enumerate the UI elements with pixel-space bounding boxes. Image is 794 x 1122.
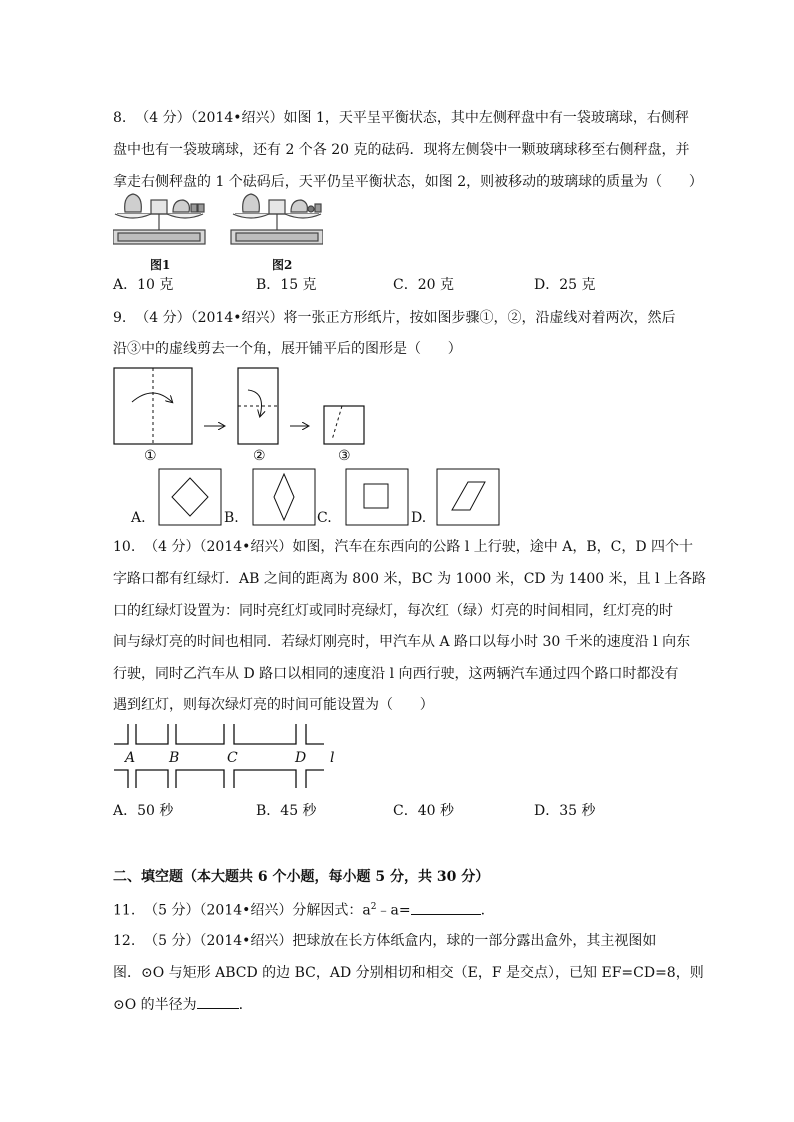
section-2-heading: 二、填空题（本大题共 6 个小题，每小题 5 分，共 30 分）: [113, 869, 490, 885]
step-1-label: ①: [144, 448, 157, 464]
road-label-d: D: [295, 750, 307, 766]
q9-option-d-label[interactable]: D.: [411, 510, 427, 526]
q10-line-2: 字路口都有红绿灯．AB 之间的距离为 800 米，BC 为 1000 米，CD 为 1400 米，且 l 上各路: [113, 571, 707, 587]
road-label-b: B: [169, 750, 180, 766]
q9-line-1: 9. （4 分）（2014•绍兴）将一张正方形纸片，按如图步骤①，②，沿虚线对着两次，然后: [113, 310, 676, 326]
q10-line-5: 行驶，同时乙汽车从 D 路口以相同的速度沿 l 向西行驶，这两辆汽车通过四个路口时都没有: [113, 666, 679, 682]
road-label-l: l: [330, 750, 335, 766]
q8-option-b[interactable]: B．15 克: [256, 277, 317, 293]
q10-option-b[interactable]: B．45 秒: [256, 803, 317, 819]
q12-line-2: 图．⊙O 与矩形 ABCD 的边 BC，AD 分别相切和相交（E，F 是交点），已知 EF=CD=8，则: [113, 965, 704, 981]
q9-option-a-figure[interactable]: [158, 468, 222, 526]
q12-answer-blank[interactable]: [197, 994, 239, 1009]
step-1-square: [114, 368, 192, 444]
q11-prefix: 11. （5 分）（2014•绍兴）分解因式：a: [113, 902, 371, 919]
q8-option-a[interactable]: A．10 克: [113, 277, 174, 293]
q9-option-b-label[interactable]: B.: [224, 510, 239, 526]
q8-option-c[interactable]: C．20 克: [393, 277, 454, 293]
step-3-label: ③: [338, 448, 351, 464]
q9-option-d-figure[interactable]: [436, 468, 500, 526]
q11-exponent: 2: [370, 902, 377, 912]
q10-line-3: 口的红绿灯设置为：同时亮红灯或同时亮绿灯，每次红（绿）灯亮的时间相同，红灯亮的时: [113, 603, 673, 619]
step-2-label: ②: [253, 448, 266, 464]
step-2-rectangle: [238, 368, 278, 444]
balance-figure-1: [113, 194, 205, 244]
q10-option-c[interactable]: C．40 秒: [393, 803, 454, 819]
fig1-label: 图1: [150, 258, 171, 272]
q10-line-4: 间与绿灯亮的时间也相同．若绿灯刚亮时，甲汽车从 A 路口以每小时 30 千米的速度沿 l 向东: [113, 634, 691, 650]
q12-line-3: [113, 994, 243, 1015]
q9-option-a-label[interactable]: A.: [131, 510, 146, 526]
q8-line-1: 8. （4 分）（2014•绍兴）如图 1，天平呈平衡状态，其中左侧秤盘中有一袋玻璃球，右侧秤: [113, 110, 689, 126]
q9-line-2: 沿③中的虚线剪去一个角，展开铺平后的图形是（ ）: [113, 341, 462, 357]
road-label-c: C: [227, 750, 238, 766]
fig2-label: 图2: [272, 258, 293, 272]
q8-line-3: 拿走右侧秤盘的 1 个砝码后，天平仍呈平衡状态，如图 2，则被移动的玻璃球的质量为（ ）: [113, 174, 703, 190]
q12-line-3-end: .: [238, 997, 244, 1013]
q10-option-a[interactable]: A．50 秒: [113, 803, 174, 819]
q9-option-c-figure[interactable]: [345, 468, 409, 526]
balance-figures: [113, 190, 323, 252]
q9-option-c-label[interactable]: C.: [317, 510, 332, 526]
q8-option-d[interactable]: D．25 克: [534, 277, 596, 293]
road-label-a: A: [125, 750, 136, 766]
balance-figure-2: [231, 194, 323, 244]
q12-line-3-prefix: ⊙O 的半径为: [113, 997, 197, 1013]
q10-option-d[interactable]: D．35 秒: [534, 803, 596, 819]
q11-line: [113, 897, 485, 921]
q12-line-1: 12. （5 分）（2014•绍兴）把球放在长方体纸盒内，球的一部分露出盒外，其主视图如: [113, 933, 657, 949]
step-3-square: [324, 406, 364, 444]
q9-option-b-figure[interactable]: [252, 468, 316, 526]
q10-line-1: 10. （4 分）（2014•绍兴）如图，汽车在东西向的公路 l 上行驶，途中 A，B，C，D 四个十: [113, 539, 694, 555]
q8-line-2: 盘中也有一袋玻璃球，还有 2 个各 20 克的砝码．现将左侧袋中一颗玻璃球移至右侧秤盘，并: [113, 142, 690, 158]
q10-line-6: 遇到红灯，则每次绿灯亮的时间可能设置为（ ）: [113, 697, 434, 713]
q11-answer-blank[interactable]: [411, 900, 481, 915]
q11-suffix: ﹣a=: [376, 902, 411, 919]
q11-end: .: [480, 902, 486, 919]
